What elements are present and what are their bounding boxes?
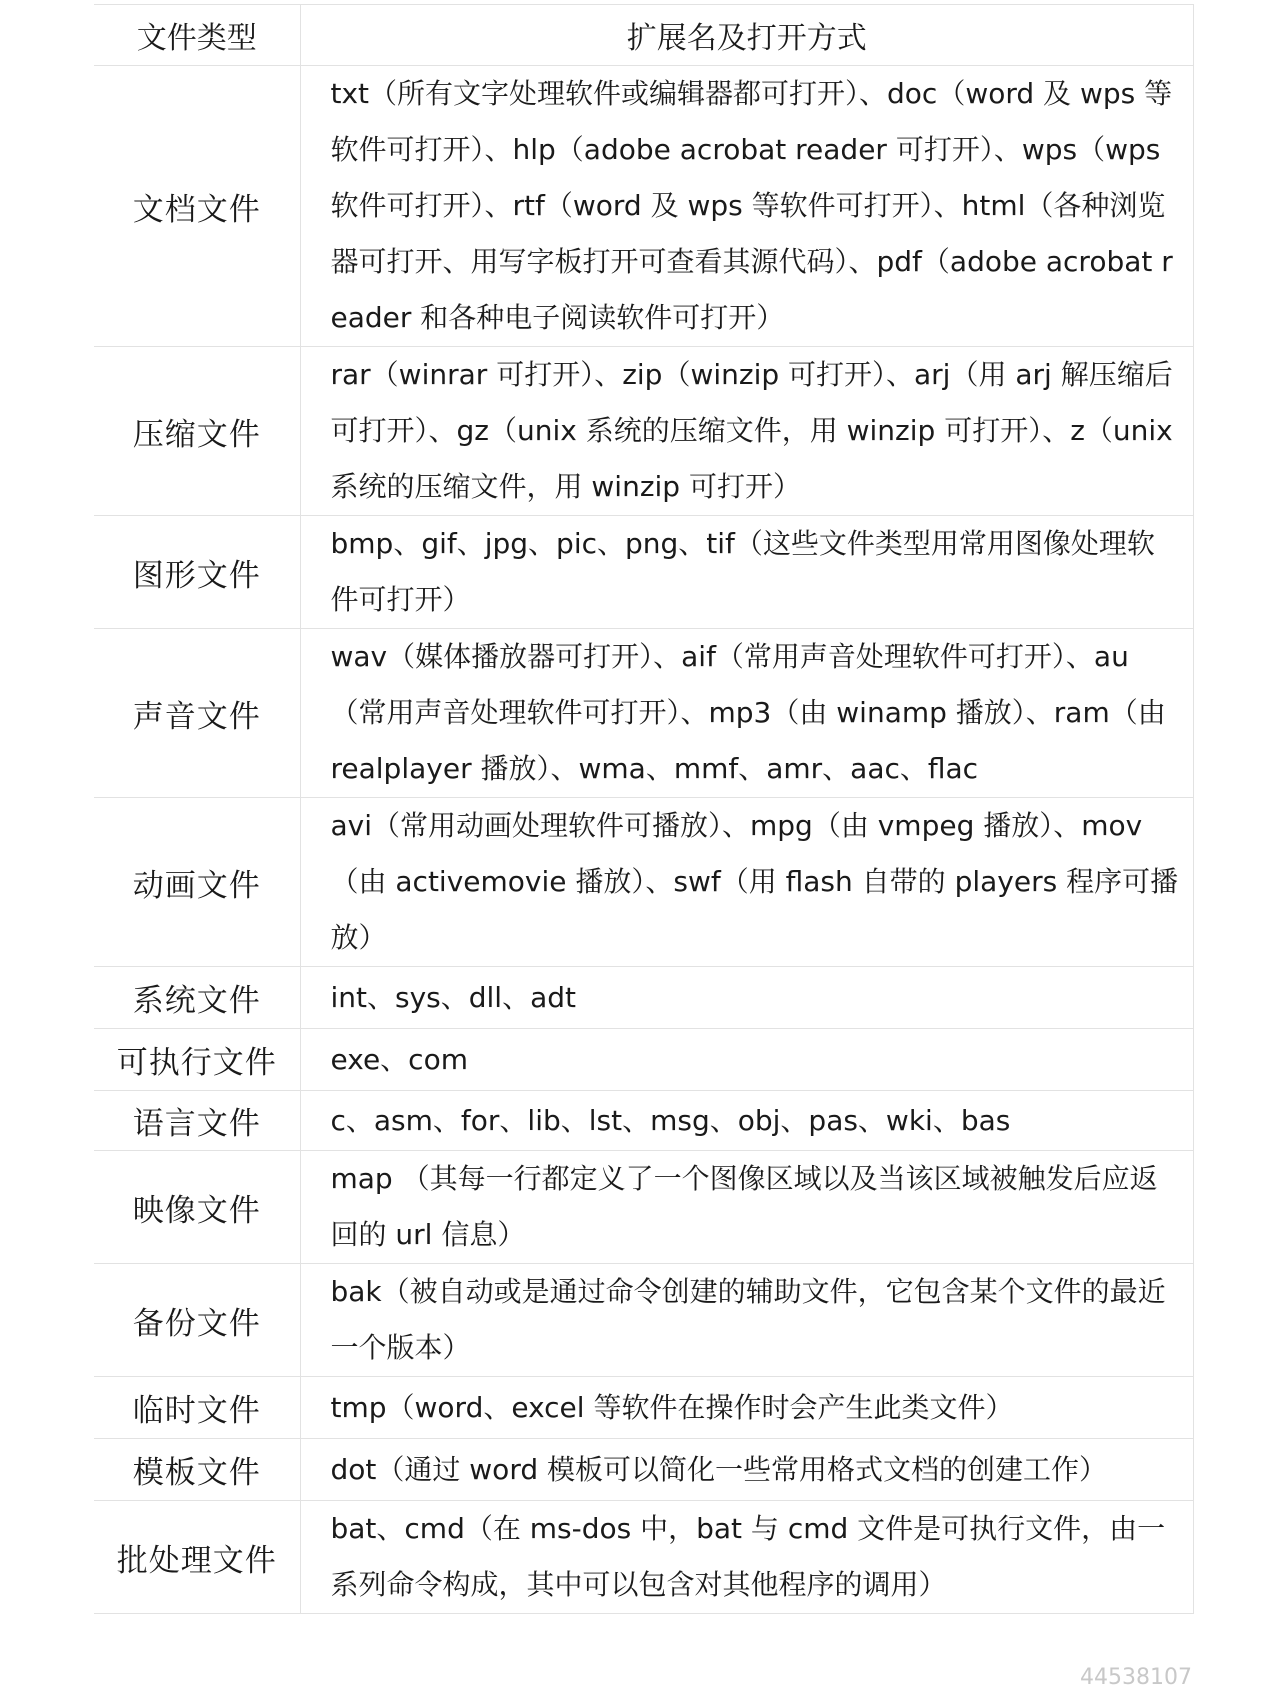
row-type-cell: 动画文件 (94, 798, 300, 967)
watermark-text: 44538107 (1080, 1665, 1192, 1690)
header-row (94, 5, 1194, 66)
row-type-cell: 备份文件 (94, 1264, 300, 1377)
table-row (94, 347, 1194, 516)
row-type-cell: 声音文件 (94, 629, 300, 798)
row-desc-cell: c、asm、for、lib、lst、msg、obj、pas、wki、bas (300, 1091, 1194, 1151)
row-type-cell: 图形文件 (94, 516, 300, 629)
row-desc-cell: txt（所有文字处理软件或编辑器都可打开）、doc（word 及 wps 等软件可打开）、hlp（adobe acrobat reader 可打开）、wps（wps 软件可打开）、rtf（word 及 wps 等软件可打开）、html（各种浏览器可打开、用写字板打开可查看其源代码）、pdf（adobe acrobat reader 和各种电子阅读软件可打开） (300, 66, 1194, 347)
row-type-cell: 批处理文件 (94, 1501, 300, 1614)
row-desc-cell: int、sys、dll、adt (300, 967, 1194, 1029)
row-desc-cell: exe、com (300, 1029, 1194, 1091)
row-desc-cell: wav（媒体播放器可打开）、aif（常用声音处理软件可打开）、au（常用声音处理软件可打开）、mp3（由 winamp 播放）、ram（由 realplayer 播放）、wma、mmf、amr、aac、flac (300, 629, 1194, 798)
row-desc-cell: map （其每一行都定义了一个图像区域以及当该区域被触发后应返回的 url 信息） (300, 1151, 1194, 1264)
table-row (94, 1264, 1194, 1377)
row-desc-cell: dot（通过 word 模板可以简化一些常用格式文档的创建工作） (300, 1439, 1194, 1501)
table-row (94, 1501, 1194, 1614)
row-desc-cell: bak（被自动或是通过命令创建的辅助文件，它包含某个文件的最近一个版本） (300, 1264, 1194, 1377)
table-row (94, 1091, 1194, 1151)
header-file-type: 文件类型 (94, 5, 300, 66)
row-desc-cell: tmp（word、excel 等软件在操作时会产生此类文件） (300, 1377, 1194, 1439)
table-row (94, 967, 1194, 1029)
row-type-cell: 压缩文件 (94, 347, 300, 516)
table-row (94, 798, 1194, 967)
table-row (94, 1377, 1194, 1439)
table-row (94, 66, 1194, 347)
row-type-cell: 映像文件 (94, 1151, 300, 1264)
table-row (94, 629, 1194, 798)
row-desc-cell: bmp、gif、jpg、pic、png、tif（这些文件类型用常用图像处理软件可打开） (300, 516, 1194, 629)
table-body (94, 66, 1194, 1614)
table-header (94, 5, 1194, 66)
header-extension-open: 扩展名及打开方式 (300, 5, 1194, 66)
table-row (94, 1439, 1194, 1501)
row-desc-cell: bat、cmd（在 ms-dos 中，bat 与 cmd 文件是可执行文件，由一系列命令构成，其中可以包含对其他程序的调用） (300, 1501, 1194, 1614)
file-types-table (94, 4, 1194, 1614)
row-desc-cell: rar（winrar 可打开）、zip（winzip 可打开）、arj（用 arj 解压缩后可打开）、gz（unix 系统的压缩文件，用 winzip 可打开）、z（unix 系统的压缩文件，用 winzip 可打开） (300, 347, 1194, 516)
row-type-cell: 模板文件 (94, 1439, 300, 1501)
row-type-cell: 系统文件 (94, 967, 300, 1029)
row-type-cell: 文档文件 (94, 66, 300, 347)
table-row (94, 1151, 1194, 1264)
table-row (94, 1029, 1194, 1091)
row-type-cell: 语言文件 (94, 1091, 300, 1151)
row-type-cell: 可执行文件 (94, 1029, 300, 1091)
table-row (94, 516, 1194, 629)
row-type-cell: 临时文件 (94, 1377, 300, 1439)
row-desc-cell: avi（常用动画处理软件可播放）、mpg（由 vmpeg 播放）、mov（由 activemovie 播放）、swf（用 flash 自带的 players 程序可播放） (300, 798, 1194, 967)
